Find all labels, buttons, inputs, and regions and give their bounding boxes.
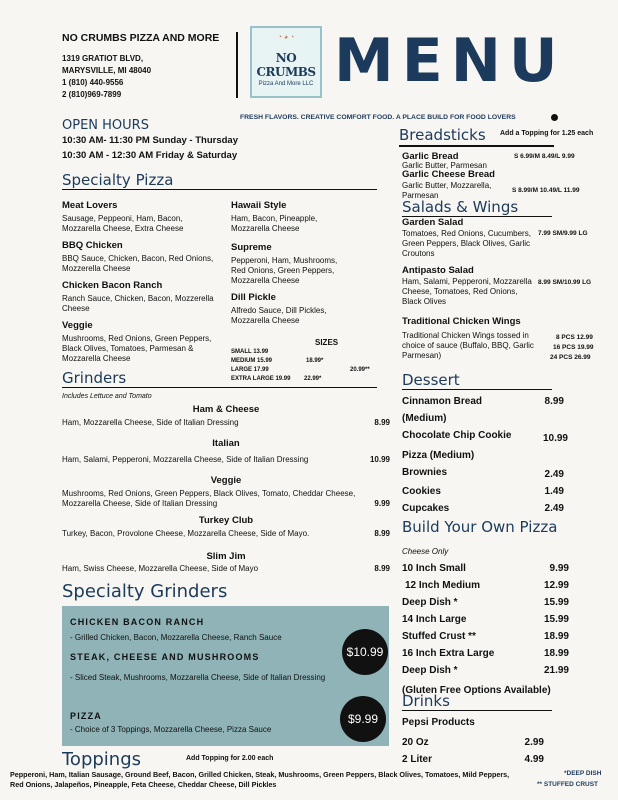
antipasto-salad-desc: Ham, Salami, Pepperoni, Mozzarella Cheese, Tomatoes, Red Onions, Black Olives xyxy=(402,277,532,306)
sg-steak-desc: - Sliced Steak, Mushrooms, Mozzarella Cheese, Side of Italian Dressing xyxy=(70,673,326,682)
salads-wings-title: Salads & Wings xyxy=(402,198,552,217)
hours-line-2: 10:30 AM - 12:30 AM Friday & Saturday xyxy=(62,150,238,161)
pizza-supreme-desc: Pepperoni, Ham, Mushrooms, Red Onions, Green Peppers, Mozzarella Cheese xyxy=(231,256,338,285)
dessert-cinnamon-bread-size: (Medium) xyxy=(402,413,447,424)
byo-10-small: 10 Inch Small xyxy=(402,563,466,574)
byo-deep-dish-2-price: 21.99 xyxy=(543,665,569,676)
hours-line-1: 10:30 AM- 11:30 PM Sunday - Thursday xyxy=(62,135,238,146)
sg-steak-name: STEAK, CHEESE AND MUSHROOMS xyxy=(70,652,260,662)
hours-title: OPEN HOURS xyxy=(62,118,149,133)
menu-title: MENU xyxy=(334,26,566,96)
byo-deep-dish-1-price: 15.99 xyxy=(543,597,569,608)
grinder-turkey-club-price: 8.99 xyxy=(374,529,390,538)
sg-chicken-bacon-ranch-desc: - Grilled Chicken, Bacon, Mozzarella Cheese, Ranch Sauce xyxy=(70,633,282,642)
drinks-20oz: 20 Oz xyxy=(402,737,429,748)
restaurant-name: NO CRUMBS PIZZA AND MORE xyxy=(62,32,220,44)
footnote-stuffed-crust: ** STUFFED CRUST xyxy=(537,781,599,788)
pizza-right-column xyxy=(231,200,341,326)
grinder-slim-jim-desc: Ham, Swiss Cheese, Mozzarella Cheese, Side of Mayo xyxy=(62,564,259,573)
garden-salad-price: 7.99 SM/9.99 LG xyxy=(538,230,588,237)
pizza-hawaii-desc: Ham, Bacon, Pineapple, Mozzarella Cheese xyxy=(231,214,318,233)
size-medium-price: 18.99* xyxy=(306,358,324,364)
address-line-2: MARYSVILLE, MI 48040 xyxy=(62,66,152,75)
wings-price-16: 16 PCS 19.99 xyxy=(553,344,594,351)
breadsticks-underline xyxy=(399,145,554,147)
drinks-title: Drinks xyxy=(402,692,552,711)
grinder-italian-desc: Ham, Salami, Pepperoni, Mozzarella Cheese, Side of Italian Dressing xyxy=(62,455,309,464)
garlic-bread-desc: Garlic Butter, Parmesan xyxy=(402,161,487,170)
grinders-note: Includes Lettuce and Tomato xyxy=(62,393,152,400)
sg-price-badge-1: $10.99 xyxy=(342,629,388,675)
byo-list xyxy=(402,560,569,699)
pizza-bbq-chicken-name: BBQ Chicken xyxy=(62,240,123,251)
logo-subtitle: Pizza And More LLC xyxy=(258,81,314,87)
dessert-title: Dessert xyxy=(402,371,552,390)
sg-chicken-bacon-ranch-name: CHICKEN BACON RANCH xyxy=(70,617,205,627)
grinder-ham-cheese-price: 8.99 xyxy=(374,418,390,427)
specialty-pizza-title: Specialty Pizza xyxy=(62,171,377,190)
sg-pizza-name: PIZZA xyxy=(70,711,102,721)
phone-2[interactable]: 2 (810)969-7899 xyxy=(62,90,122,99)
grinder-veggie-price: 9.99 xyxy=(374,499,390,508)
pizza-bbq-chicken-desc: BBQ Sauce, Chicken, Bacon, Red Onions, Mozzerella Cheese xyxy=(62,254,214,273)
grinder-slim-jim-name: Slim Jim xyxy=(206,551,246,562)
drinks-2-liter: 2 Liter xyxy=(402,754,433,765)
grinder-slim-jim-price: 8.99 xyxy=(374,564,390,573)
phone-1[interactable]: 1 (810) 440-9556 xyxy=(62,78,124,87)
sizes-title: SIZES xyxy=(315,338,339,347)
grinders-list xyxy=(62,404,390,574)
dessert-list xyxy=(402,393,568,517)
sg-price-badge-2: $9.99 xyxy=(340,696,386,742)
breadsticks-title: Breadsticks xyxy=(399,126,486,144)
pizza-chicken-bacon-ranch-desc: Ranch Sauce, Chicken, Bacon, Mozzerella Cheese xyxy=(62,294,214,313)
dessert-brownies: Brownies xyxy=(402,467,448,478)
logo-title: NO CRUMBS xyxy=(256,51,316,79)
garden-salad-desc: Tomatoes, Red Onions, Cucumbers, Green Peppers, Black Olives, Garlic Croutons xyxy=(402,229,531,258)
wings-price-8: 8 PCS 12.99 xyxy=(556,334,593,341)
grinders-title: Grinders xyxy=(62,369,377,388)
pizza-supreme-name: Supreme xyxy=(231,242,272,253)
byo-12-medium: 12 Inch Medium xyxy=(405,580,481,591)
dessert-cinnamon-bread: Cinnamon Bread xyxy=(402,396,483,407)
grinder-veggie-desc: Mushrooms, Red Onions, Green Peppers, Black Olives, Tomato, Cheddar Cheese, Mozzarella Cheese, Side of Italian Dressing xyxy=(62,489,356,508)
dessert-chocolate-chip-cookie-price: 10.99 xyxy=(542,433,568,444)
grinder-turkey-club-name: Turkey Club xyxy=(198,515,254,526)
byo-deep-dish-2: Deep Dish * xyxy=(402,665,458,676)
byo-deep-dish-1: Deep Dish * xyxy=(402,597,458,608)
dessert-cupcakes-price: 2.49 xyxy=(544,503,564,514)
drinks-2-liter-price: 4.99 xyxy=(524,754,544,765)
byo-note: Cheese Only xyxy=(402,547,449,556)
sg-pizza-desc: - Choice of 3 Toppings, Mozzarella Cheese, Pizza Sauce xyxy=(70,725,272,734)
drinks-list xyxy=(402,714,544,768)
specialty-grinders-title: Specialty Grinders xyxy=(62,581,228,602)
pizza-meat-lovers-name: Meat Lovers xyxy=(62,200,118,211)
pizza-chicken-bacon-ranch-name: Chicken Bacon Ranch xyxy=(62,280,163,291)
garlic-bread-name: Garlic Bread xyxy=(402,151,459,162)
byo-14-large: 14 Inch Large xyxy=(402,614,467,625)
grinder-veggie-name: Veggie xyxy=(210,475,242,486)
grinder-ham-cheese-desc: Ham, Mozzarella Cheese, Side of Italian Dressing xyxy=(62,418,239,427)
dessert-chocolate-chip-cookie: Chocolate Chip Cookie xyxy=(402,430,512,441)
byo-16-extra-large: 16 Inch Extra Large xyxy=(402,648,495,659)
dessert-cinnamon-bread-price: 8.99 xyxy=(544,396,564,407)
chicken-wings-name: Traditional Chicken Wings xyxy=(402,316,521,327)
size-large-price: 20.99** xyxy=(350,367,370,373)
pizza-dill-pickle-name: Dill Pickle xyxy=(231,292,276,303)
pizza-meat-lovers-desc: Sausage, Peppeoni, Ham, Bacon, Mozzarella Cheese, Extra Cheese xyxy=(62,214,184,233)
dessert-brownies-price: 2.49 xyxy=(544,469,564,480)
dessert-cookies-price: 1.49 xyxy=(544,486,564,497)
byo-gluten-free: (Gluten Free Options Available) xyxy=(402,685,551,696)
antipasto-salad-name: Antipasto Salad xyxy=(402,265,474,276)
pizza-hawaii-name: Hawaii Style xyxy=(231,200,287,211)
dessert-chocolate-chip-cookie-size: Pizza (Medium) xyxy=(402,450,475,461)
byo-10-small-price: 9.99 xyxy=(549,563,569,574)
byo-14-large-price: 15.99 xyxy=(543,614,569,625)
byo-stuffed-crust-price: 18.99 xyxy=(543,631,569,642)
byo-16-extra-large-price: 18.99 xyxy=(543,648,569,659)
byo-title: Build Your Own Pizza xyxy=(402,518,558,536)
toppings-list: Pepperoni, Ham, Italian Sausage, Ground Beef, Bacon, Grilled Chicken, Steak, Mushrooms, Green Peppers, Black Olives, Tomatoes, Mild Peppers, Red Onions, Jalapeños, Pineapple, Feta Cheese, Cheddar Cheese, Dill Pickles xyxy=(10,770,510,789)
garlic-cheese-bread-name: Garlic Cheese Bread xyxy=(402,169,495,180)
address-line-1: 1319 GRATIOT BLVD, xyxy=(62,54,144,63)
byo-12-medium-price: 12.99 xyxy=(543,580,569,591)
wings-price-24: 24 PCS 26.99 xyxy=(550,354,591,361)
size-extra-large-price: 22.99* xyxy=(304,376,322,382)
tagline-dot xyxy=(551,114,558,121)
pizza-dill-pickle-desc: Alfredo Sauce, Dill Pickles, Mozzarella Cheese xyxy=(231,306,327,325)
grinder-turkey-club-desc: Turkey, Bacon, Provolone Cheese, Mozzarella Cheese, Side of Mayo. xyxy=(62,529,310,538)
antipasto-salad-price: 8.99 SM/10.99 LG xyxy=(538,279,592,286)
logo xyxy=(250,26,322,98)
size-small: SMALL 13.99 xyxy=(231,349,269,355)
garlic-cheese-bread-price: S 8.99/M 10.49/L 11.99 xyxy=(512,187,580,194)
pizza-left-column xyxy=(62,200,222,364)
grinder-italian-price: 10.99 xyxy=(369,455,390,464)
garden-salad-name: Garden Salad xyxy=(402,217,464,228)
dessert-cookies: Cookies xyxy=(402,486,441,497)
size-medium: MEDIUM 15.99 xyxy=(231,358,273,364)
footnote-deep-dish: *DEEP DISH xyxy=(564,770,602,777)
pizza-veggie-desc: Mushrooms, Red Onions, Green Peppers, Black Olives, Tomatoes, Parmesan & Mozzarella Cheese xyxy=(62,334,212,363)
garlic-cheese-bread-desc: Garlic Butter, Mozzarella, Parmesan xyxy=(402,181,492,200)
toppings-note: Add Topping for 2.00 each xyxy=(186,755,274,762)
tagline: FRESH FLAVORS. CREATIVE COMFORT FOOD. A PLACE BUILD FOR FOOD LOVERS xyxy=(240,114,516,121)
pizza-veggie-name: Veggie xyxy=(62,320,93,331)
pizza-icon: ◔ ◕ ◔ xyxy=(277,34,295,41)
size-large: LARGE 17.99 xyxy=(231,367,269,373)
drinks-pepsi-products: Pepsi Products xyxy=(402,717,475,728)
drinks-20oz-price: 2.99 xyxy=(524,737,544,748)
garlic-bread-price: S 6.99/M 8.49/L 9.99 xyxy=(514,153,575,160)
size-extra-large: EXTRA LARGE 19.99 xyxy=(231,376,291,382)
dessert-cupcakes: Cupcakes xyxy=(402,503,450,514)
grinder-italian-name: Italian xyxy=(212,438,240,449)
grinder-ham-cheese-name: Ham & Cheese xyxy=(192,404,260,415)
byo-stuffed-crust: Stuffed Crust ** xyxy=(402,631,476,642)
toppings-title: Toppings xyxy=(62,749,142,770)
breadsticks-note: Add a Topping for 1.25 each xyxy=(500,130,594,137)
header-divider xyxy=(236,32,238,98)
chicken-wings-desc: Traditional Chicken Wings tossed in choice of sauce (Buffalo, BBQ, Garlic Parmesan) xyxy=(402,331,534,360)
